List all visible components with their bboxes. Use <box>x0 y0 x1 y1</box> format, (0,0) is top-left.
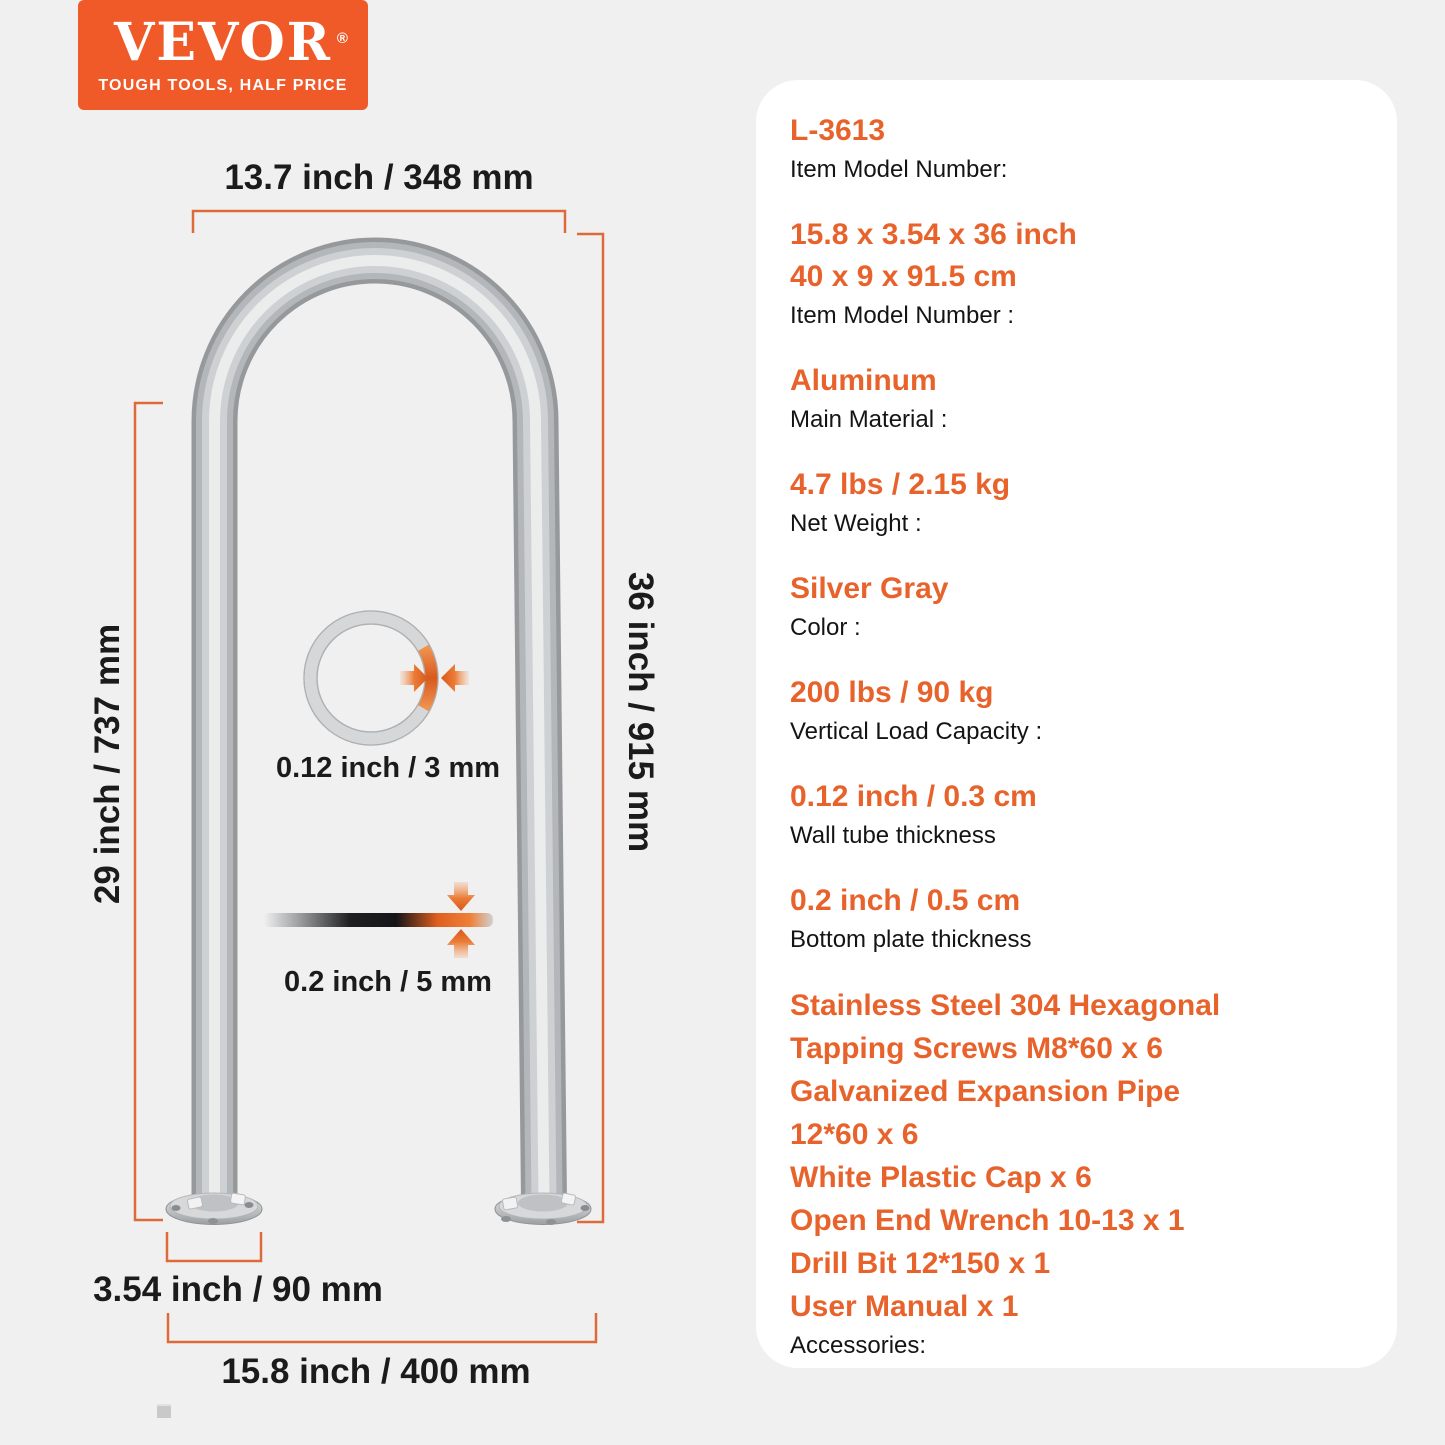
dim-left-height-line <box>135 403 163 1220</box>
spec-value: White Plastic Cap x 6 <box>790 1161 1092 1194</box>
spec-label: Vertical Load Capacity : <box>790 718 1043 745</box>
right-base-flange <box>495 1193 591 1225</box>
spec-value: Aluminum <box>790 364 937 397</box>
spec-plate-thickness <box>790 880 1367 958</box>
watermark-square <box>157 1404 171 1418</box>
dim-label-right-height: 36 inch / 915 mm <box>621 571 660 853</box>
spec-net-weight <box>790 464 1367 542</box>
spec-value: Stainless Steel 304 Hexagonal <box>790 989 1221 1022</box>
arrow-up-icon <box>447 929 475 958</box>
spec-value: Tapping Screws M8*60 x 6 <box>790 1032 1163 1065</box>
dim-top-width-line <box>193 211 565 233</box>
spec-value: User Manual x 1 <box>790 1290 1019 1323</box>
vevor-logo <box>78 0 368 110</box>
left-base-flange <box>166 1193 262 1225</box>
brand-tagline: TOUGH TOOLS, HALF PRICE <box>98 77 348 94</box>
spec-value: 0.2 inch / 0.5 cm <box>790 884 1021 917</box>
spec-value: 40 x 9 x 91.5 cm <box>790 260 1017 293</box>
spec-value: Galvanized Expansion Pipe <box>790 1075 1181 1108</box>
spec-label: Bottom plate thickness <box>790 926 1032 953</box>
brand-name: VEVOR <box>114 12 332 73</box>
dim-label-plate-thickness: 0.2 inch / 5 mm <box>284 966 492 998</box>
registered-trademark-icon: ® <box>336 30 350 47</box>
spec-label: Item Model Number: <box>790 156 1008 183</box>
dim-right-height-line <box>577 234 603 1222</box>
spec-value: Silver Gray <box>790 572 949 605</box>
spec-model-number <box>790 110 1367 188</box>
spec-value: 0.12 inch / 0.3 cm <box>790 780 1037 813</box>
spec-value: 4.7 lbs / 2.15 kg <box>790 468 1011 501</box>
spec-color <box>790 568 1367 646</box>
spec-value: 12*60 x 6 <box>790 1118 919 1151</box>
spec-value: Open End Wrench 10-13 x 1 <box>790 1204 1185 1237</box>
dim-label-flange-width: 3.54 inch / 90 mm <box>93 1270 383 1309</box>
spec-label: Net Weight : <box>790 510 922 537</box>
dim-label-left-height: 29 inch / 737 mm <box>88 623 127 905</box>
dim-flange-width-line <box>167 1232 261 1261</box>
spec-material <box>790 360 1367 438</box>
spec-label: Accessories: <box>790 1332 927 1359</box>
spec-panel <box>756 80 1397 1368</box>
spec-label: Main Material : <box>790 406 948 433</box>
spec-wall-thickness <box>790 776 1367 854</box>
spec-label: Color : <box>790 614 861 641</box>
spec-load-capacity <box>790 672 1367 750</box>
arrow-left-icon <box>441 664 469 692</box>
spec-value: Drill Bit 12*150 x 1 <box>790 1247 1051 1280</box>
base-plate-section <box>263 882 493 958</box>
spec-dimensions <box>790 214 1367 334</box>
spec-value: L-3613 <box>790 114 886 147</box>
dim-label-bottom-width: 15.8 inch / 400 mm <box>221 1352 531 1391</box>
spec-value: 200 lbs / 90 kg <box>790 676 994 709</box>
dim-bottom-width-line <box>168 1313 596 1342</box>
dim-label-tube-thickness: 0.12 inch / 3 mm <box>275 752 501 784</box>
spec-value: 15.8 x 3.54 x 36 inch <box>790 218 1077 251</box>
spec-accessories <box>790 984 1367 1364</box>
spec-label: Item Model Number : <box>790 302 1015 329</box>
dim-label-top-width: 13.7 inch / 348 mm <box>224 158 534 197</box>
vevor-logo-wordmark <box>114 12 350 73</box>
spec-label: Wall tube thickness <box>790 822 996 849</box>
arrow-down-icon <box>447 882 475 911</box>
